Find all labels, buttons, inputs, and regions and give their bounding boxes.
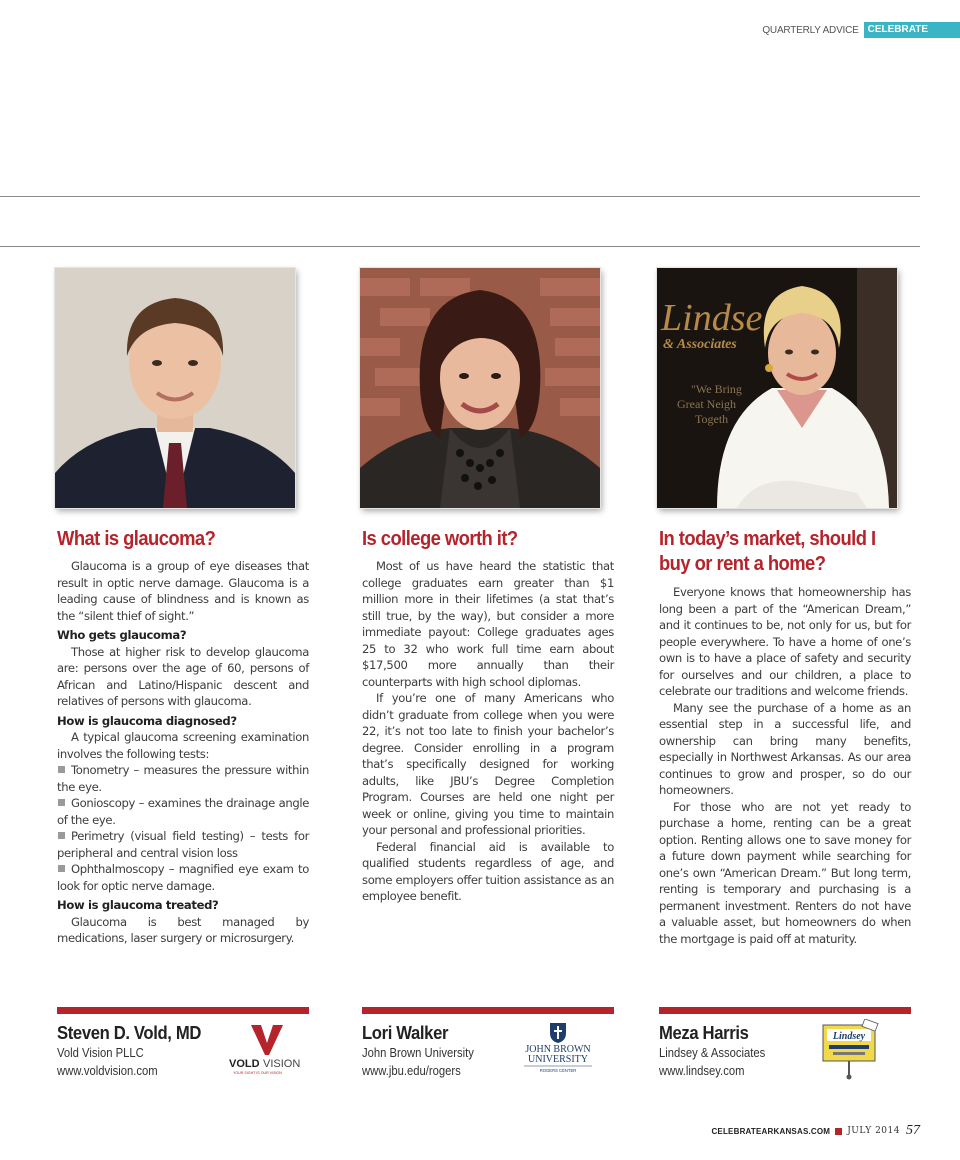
section-label: QUARTERLY ADVICE — [762, 24, 859, 36]
author-url[interactable]: www.voldvision.com — [57, 1064, 158, 1078]
author-name: Meza Harris — [659, 1022, 749, 1043]
paragraph: Glaucoma is a group of eye diseases that result in optic nerve damage. Glaucoma is a leading cause of blindness and is known as the “silent thief of sight.” — [57, 559, 309, 623]
author-block-vold — [57, 1007, 309, 1082]
logo-tagline: YOUR SIGHT IS OUR VISION — [233, 1071, 282, 1075]
paragraph: A typical glaucoma screening examination involves the following tests: — [57, 730, 309, 761]
article-title: Is college worth it? — [362, 528, 518, 550]
bullet-square-icon — [58, 799, 65, 806]
article-body — [362, 558, 614, 905]
portrait-photo-vold — [55, 268, 295, 508]
lindsey-sign-logo — [819, 1019, 881, 1081]
paragraph: If you’re one of many Americans who didn’t graduate from college when you were 22, it’s not too late to finish your bachelor’s degree. Consider enrolling in a program that’s specifically designed for working adults, like JBU’s Degree Completion Program. Courses are held one night per week or online, giving you time to maintain your personal and professional priorities. — [362, 691, 614, 837]
logo-word: JOHN BROWN — [525, 1044, 591, 1055]
bullet-square-icon — [58, 832, 65, 839]
footer-issue-date: JULY 2014 — [847, 1126, 900, 1136]
celebrate-tag: CELEBRATE — [864, 22, 960, 38]
logo-tagline: ROGERS CENTER — [539, 1068, 577, 1073]
page-footer — [711, 1123, 920, 1139]
paragraph: Those at higher risk to develop glaucoma are: persons over the age of 60, persons of African and Latino/Hispanic descent and relatives of persons with glaucoma. — [57, 644, 309, 708]
bullet-square-icon — [58, 766, 65, 773]
author-name: Lori Walker — [362, 1022, 449, 1043]
section-tag — [762, 22, 960, 38]
paragraph: Glaucoma is best managed by medications, laser surgery or microsurgery. — [57, 914, 309, 945]
author-org: Lindsey & Associates — [659, 1046, 766, 1060]
logo-word: Lindsey — [832, 1031, 866, 1042]
footer-square-icon — [835, 1128, 842, 1135]
bullet-square-icon — [58, 865, 65, 872]
bullet-text: Gonioscopy – examines the drainage angle of the eye. — [57, 796, 309, 827]
bullet-item — [57, 795, 309, 828]
author-url[interactable]: www.jbu.edu/rogers — [362, 1064, 461, 1078]
subheading: How is glaucoma treated? — [57, 898, 219, 912]
divider-top — [0, 196, 920, 197]
author-org: John Brown University — [362, 1046, 474, 1060]
sign-lettering: & Associates — [663, 337, 737, 352]
author-block-walker — [362, 1007, 614, 1082]
bullet-item — [57, 762, 309, 795]
paragraph: Federal financial aid is available to qualified students regardless of age, and some employers offer tuition assistance as an employee benefit. — [362, 839, 614, 903]
article-title: What is glaucoma? — [57, 528, 216, 550]
sign-quote: Togeth — [695, 412, 729, 426]
author-name: Steven D. Vold, MD — [57, 1022, 202, 1043]
accent-bar — [57, 1007, 309, 1014]
article-body — [659, 584, 911, 947]
logo-word: VISION — [263, 1058, 301, 1070]
logo-word: VOLD — [229, 1058, 260, 1070]
sign-lettering: Lindse — [661, 297, 763, 339]
bullet-text: Ophthalmoscopy – magnified eye exam to look for optic nerve damage. — [57, 862, 309, 893]
paragraph: Most of us have heard the statistic that college graduates earn greater than $1 million more in their lifetimes (a stat that’s still true, by the way), but consider a more immediate payout: College graduates ages 25 to 32 who work full time earn about $17,500 more annually than their counterparts with high school diplomas. — [362, 559, 614, 689]
author-block-harris — [659, 1007, 911, 1082]
portrait-photo-harris — [657, 268, 897, 508]
footer-site: CELEBRATEARKANSAS.COM — [711, 1126, 831, 1136]
subheading: How is glaucoma diagnosed? — [57, 713, 237, 728]
vold-vision-logo — [225, 1021, 309, 1077]
bullet-text: Tonometry – measures the pressure within the eye. — [57, 763, 309, 794]
sign-quote: Great Neigh — [677, 397, 736, 411]
page-number: 57 — [906, 1123, 920, 1138]
bullet-text: Perimetry (visual field testing) – tests for peripheral and central vision loss — [57, 829, 309, 860]
bullet-item — [57, 828, 309, 861]
article-body — [57, 558, 309, 947]
author-org: Vold Vision PLLC — [57, 1046, 144, 1060]
divider-bottom — [0, 246, 920, 247]
bullet-item — [57, 861, 309, 894]
author-url[interactable]: www.lindsey.com — [659, 1064, 745, 1078]
paragraph: Many see the purchase of a home as an essential step in a successful life, and ownership can bring many benefits, especially in Northwest Arkansas. As our area continues to grow and prosper, so do our homeowners. — [659, 700, 911, 797]
portrait-photo-walker — [360, 268, 600, 508]
paragraph: Everyone knows that homeownership has long been a part of the “American Dream,” and it continues to be, not only for us, but for people everywhere. To have a home of one’s own is to have a place of safety and security for ourselves and our children, a place to celebrate our traditions and welcome friends. — [659, 585, 911, 698]
article-title: In today’s market, should I buy or rent a home? — [659, 528, 876, 575]
subheading: Who gets glaucoma? — [57, 628, 187, 642]
sign-quote: "We Bring — [691, 382, 742, 396]
paragraph: For those who are not yet ready to purchase a home, renting can be a great option. Renting allows one to save money for a future down payment while searching for one’s own “American Dream.” But long term, renting is temporary and purchasing is a permanent investment. Renters do not have a valuable asset, but homeowners do when the mortgage is paid off at maturity. — [659, 799, 911, 946]
logo-word: UNIVERSITY — [528, 1054, 588, 1065]
accent-bar — [362, 1007, 614, 1014]
accent-bar — [659, 1007, 911, 1014]
jbu-logo — [518, 1021, 598, 1079]
